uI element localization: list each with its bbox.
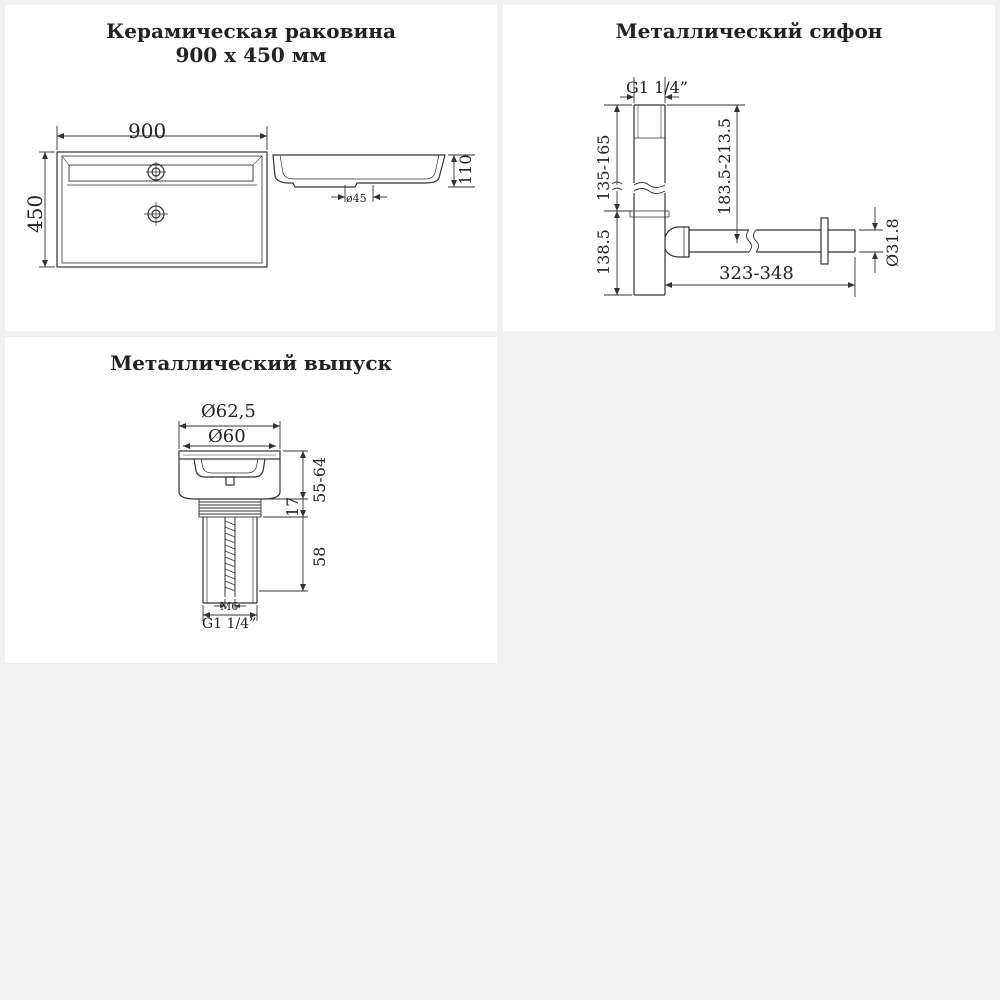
siphon-vertical-tube <box>630 105 669 295</box>
siphon-thread-label: G1 1/4” <box>626 78 688 97</box>
sink-title-line2: 900 x 450 мм <box>175 43 327 67</box>
outlet-body <box>203 517 257 603</box>
outlet-screw <box>225 517 235 597</box>
drain-hole-icon <box>144 202 168 226</box>
siphon-length-label: 323-348 <box>719 263 794 284</box>
outlet-inner-diameter-label: Ø60 <box>208 426 246 447</box>
outlet-title: Металлический выпуск <box>110 351 392 375</box>
sink-drawing <box>5 5 497 331</box>
outlet-thread-label: G1 1/4” <box>202 616 257 632</box>
sink-panel <box>5 5 497 331</box>
siphon-panel <box>503 5 995 331</box>
outlet-screw-label: M6 <box>220 600 239 613</box>
sink-title-line1: Керамическая раковина <box>106 19 396 43</box>
outlet-top-range-label: 55-64 <box>310 456 329 503</box>
sink-height-label: 450 <box>23 194 47 233</box>
siphon-upper-range-label: 135-165 <box>594 134 613 201</box>
sink-depth-label: 110 <box>456 154 475 185</box>
siphon-height-range-label: 183.5-213.5 <box>715 117 734 215</box>
outlet-thread-height-label: 17 <box>283 496 302 517</box>
outlet-outer-diameter-label: Ø62,5 <box>201 401 256 422</box>
outlet-drawing <box>5 337 497 663</box>
sink-drain-label: ø45 <box>346 192 367 205</box>
siphon-lower-label: 138.5 <box>594 229 613 275</box>
siphon-drawing <box>503 5 995 331</box>
outlet-lower-label: 58 <box>310 546 329 567</box>
outlet-panel <box>5 337 497 663</box>
outlet-thread <box>199 499 261 517</box>
outlet-flange <box>179 451 280 499</box>
sink-width-label: 900 <box>128 119 167 143</box>
sink-side-view-outline <box>273 155 445 187</box>
siphon-title: Металлический сифон <box>615 19 883 43</box>
siphon-pipe-diameter-label: Ø31.8 <box>883 218 902 267</box>
siphon-horizontal-pipe <box>665 218 855 264</box>
